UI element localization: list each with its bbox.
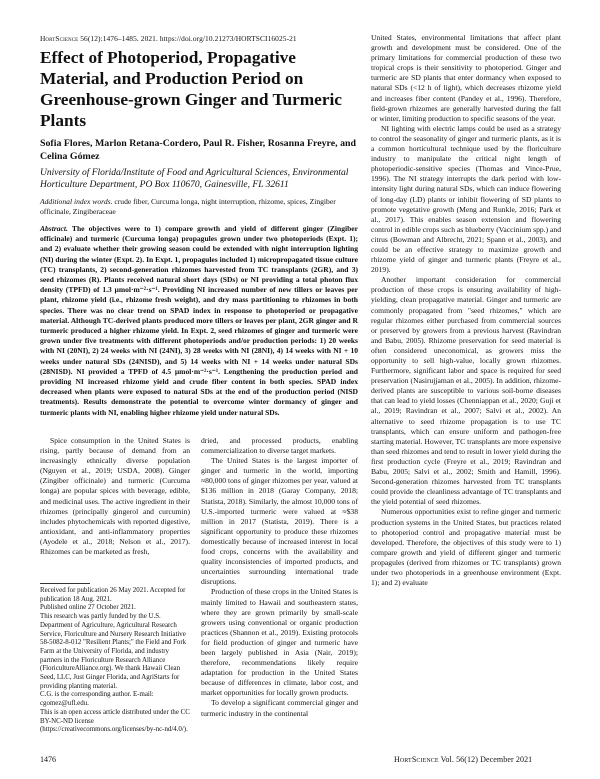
footer-journal	[394, 755, 532, 764]
affiliation: University of Florida/Institute of Food and Agricultural Sciences, Environmental Horticulture Department, PO Box 110670, Gainesville, FL 32611	[40, 168, 349, 191]
paragraph: To develop a significant commercial ginger and turmeric industry in the continental	[201, 698, 358, 718]
citation-doi[interactable]: 56(12):1476–1485. 2021. https://doi.org/10.21273/HORTSCI16025-21	[80, 34, 297, 43]
footer-journal-name: HortScience	[394, 755, 439, 764]
journal-name: HortScience	[40, 34, 79, 43]
footnote-funding: This research was partly funded by the U.S. Department of Agriculture, Agricultural Research Service, Floriculture and Nursery Research Initiative 58-5082-8-012 "Resilient Plants;" the Field and Fork Farm at the University of Florida, and industry partners in the Floriculture Research Alliance (FloricultureAlliance.org). We thank Hawaii Clean Seed, LLC, Just Ginger Florida, and AgriStarts for providing planting material.	[40, 613, 187, 690]
article-title: Effect of Photoperiod, Propagative Material, and Production Period on Greenhouse-grown Ginger and Turmeric Plants	[40, 48, 342, 130]
keywords-label: Additional index words.	[40, 197, 113, 206]
body-column-3	[371, 33, 561, 588]
paragraph: dried, and processed products, enabling commercialization to diverse target markets.	[201, 436, 358, 456]
body-column-1	[40, 436, 190, 557]
footnote-divider	[40, 583, 90, 584]
paragraph: Spice consumption in the United States is rising, partly because of demand from an increasingly ethnically diverse population (Nguyen et al., 2019; USDA, 2008). Ginger (Zingiber officinale) and turmeric (Curcuma longa) are popular spices with beverage, edible, and medicinal uses. The active ingredient in their rhizomes (principally gingerol and curcumin) includes phytochemicals with reported digestive, antioxidant, and anti-inflammatory properties (Ayodele et al., 2018; Nelson et al., 2017). Rhizomes can be marketed as fresh,	[40, 436, 190, 557]
abstract	[40, 224, 358, 418]
page-number: 1476	[40, 755, 56, 764]
paragraph: United States, environmental limitations that affect plant growth and development must be considered. One of the primary limitations for commercial production of these two tropical crops is their sensitivity to photoperiod. Ginger and turmeric are SD plants that enter dormancy when exposed to natural SDs (<12 h of light), which decreases rhizome yield and increases fiber content (Pandey et al., 1996). Therefore, field-grown rhizomes are generally harvested during the fall or winter, limiting production to specific seasons of the year.	[371, 33, 561, 123]
abstract-text: The objectives were to 1) compare growth and yield of different ginger (Zingiber officinale) and turmeric (Curcuma longa) propagules grown under two photoperiods (Expt. 1); and 2) evaluate whether their growing season could be extended with night interruption lighting (NI) during the winter (Expt. 2). In Expt. 1, propagules included 1) micropropagated tissue culture (TC) transplants, 2) second-generation rhizomes harvested from TC transplants (2GR), and 3) seed rhizomes (R). Plants received natural short days (SDs) or NI providing a total photon flux density (TPFD) of 1.3 µmol·m⁻²·s⁻¹. Providing NI increased number of new tillers or leaves per plant, rhizome yield (i.e., rhizome fresh weight), and dry mass partitioning to rhizomes in both species. There was no clear trend on SPAD index in response to photoperiod or propagative material. Although TC-derived plants produced more tillers or leaves per plant, 2GR ginger and R turmeric produced a higher rhizome yield. In Expt. 2, seed rhizomes of ginger and turmeric were grown under five treatments with different photoperiods and/or production periods: 1) 20 weeks with NI (20NI), 2) 24 weeks with NI (24NI), 3) 28 weeks with NI (28NI), 4) 14 weeks with NI + 10 weeks under natural SDs (24NISD), and 5) 14 weeks with NI + 14 weeks under natural SDs (28NISD). NI provided a TPFD of 4.5 µmol·m⁻²·s⁻¹. Lengthening the production period and providing NI increased rhizome yield and crude fiber content in both species. SPAD index decreased when plants were exposed to natural SDs at the end of the production period (NISD treatments). Results demonstrate the potential to overcome winter dormancy of ginger and turmeric plants with NI, enabling higher rhizome yield under natural SDs.	[40, 224, 358, 417]
footnote-received: Received for publication 26 May 2021. Accepted for publication 18 Aug. 2021.	[40, 587, 186, 603]
paragraph: The United States is the largest importer of ginger and turmeric in the world, importing ≈80,000 tons of ginger rhizomes per year, valued at $136 million in 2018 (Garay Company, 2018; Statista, 2018). Similarly, the almost 10,000 tons of U.S.-imported turmeric were valued at ≈$38 million in 2017 (Statista, 2019). There is a significant opportunity to produce these rhizomes domestically because of increased interest in local food crops, concerns with the availability and quality inconsistencies of imported products, and uncertainties surrounding international trade disruptions.	[201, 456, 358, 587]
journal-header	[40, 34, 297, 43]
abstract-label: Abstract.	[40, 224, 68, 233]
footnote-corresponding: C.G. is the corresponding author. E-mail: cgomez@ufl.edu.	[40, 691, 154, 708]
paragraph: Production of these crops in the United States is mainly limited to Hawaii and southeastern states, where they are grown primarily by small-scale growers using conventional or organic production practices (Shannon et al., 2019). Existing protocols for field production of ginger and turmeric have been largely published in Asia (Nair, 2019); therefore, recommendations likely require adaptation for production in the United States because of differences in climate, labor cost, and market opportunities for locally grown products.	[201, 587, 358, 698]
body-column-2	[201, 436, 358, 719]
paragraph: Numerous opportunities exist to refine ginger and turmeric production systems in the United States, but practices related to photoperiod control and propagative material must be developed. Therefore, the objectives of this study were to 1) compare growth and yield of different ginger and turmeric propagules (derived from rhizomes or TC transplants) grown under two photoperiods in a greenhouse environment (Expt. 1); and 2) evaluate	[371, 507, 561, 588]
additional-index-words	[40, 197, 358, 218]
author-list: Sofia Flores, Marlon Retana-Cordero, Paul R. Fisher, Rosanna Freyre, and Celina Gómez	[40, 138, 356, 162]
footnote-published: Published online 27 October 2021.	[40, 604, 136, 612]
footer-issue: Vol. 56(12) December 2021	[440, 755, 533, 764]
footnotes	[40, 587, 190, 735]
paragraph: Another important consideration for commercial production of these crops is ensuring availability of high-yielding, clean propagative material. Ginger and turmeric are commonly propagated from "seed rhizomes," which are regular rhizomes either purchased from commercial sources or preserved by growers from a previous harvest (Ravindran and Babu, 2005). Rhizome preservation for seed material is often considered uneconomical, as growers miss the opportunity to sell high-value, locally grown rhizomes. Furthermore, significant labor and space is required for seed preservation (Nasirujjaman et al., 2005). In addition, rhizome-derived plants are susceptible to various soil-borne diseases that can lead to yield losses (Chenniappan et al., 2020; Guji et al., 2019; Ravindran et al., 2007; Salvi et al., 2002). An alternative to seed rhizome propagation is to use TC transplants, which can ensure uniform and pathogen-free starting material. However, TC transplants are more expensive than seed rhizomes and tend to result in lower yield during the first production cycle (Freyre et al., 2019; Ravindran and Babu, 2005; Salvi et al., 2002; Smith and Hamill, 1996). Second-generation rhizomes harvested from TC transplants could provide the cleanliness advantage of TC transplants and the yield potential of seed rhizomes.	[371, 275, 561, 507]
paragraph: NI lighting with electric lamps could be used as a strategy to control the seasonality of ginger and turmeric plants, as it is a common horticultural technique used by the floriculture industry to manipulate the critical night length of photoperiodic-sensitive species (Thomas and Vince-Prue, 1996). The NI strategy interrupts the dark period with low-intensity light during natural SDs, which can induce flowering of long-day (LD) plants or inhibit flowering of SD plants to promote vegetative growth (Meng and Runkle, 2016; Park et al., 2017). This enables season extension and flowering control in edible crops such as blueberry (Vaccinium spp.) and citrus (Bowman and Albrecht, 2021; Spann et al., 2003), and could be an effective strategy to maximize growth and rhizome yield of ginger and turmeric plants (Freyre et al., 2019).	[371, 123, 561, 275]
keywords-text: crude fiber, Curcuma longa, night interruption, rhizome, spices, Zingiber officinale, Zingiberaceae	[40, 197, 336, 217]
footnote-license: This is an open access article distributed under the CC BY-NC-ND license (https://creativecommons.org/licenses/by-nc-nd/4.0/).	[40, 708, 190, 734]
